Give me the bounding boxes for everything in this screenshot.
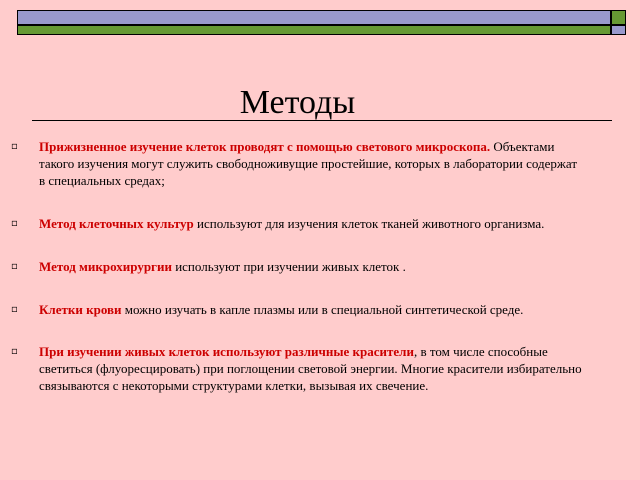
item-highlight: Прижизненное изучение клеток проводят с помощью светового микроскопа. bbox=[39, 139, 491, 154]
item-highlight: Метод микрохирургии bbox=[39, 259, 172, 274]
slide-title bbox=[0, 81, 575, 125]
slide-title-text: Методы bbox=[239, 84, 356, 121]
item-text: можно изучать в капле плазмы или в специальной синтетической среде. bbox=[121, 302, 524, 317]
list-item bbox=[0, 343, 640, 394]
list-item bbox=[0, 258, 640, 275]
item-highlight: При изучении живых клеток используют различные красители bbox=[39, 344, 414, 359]
list-item bbox=[0, 301, 640, 318]
bullet-icon: ▫ bbox=[11, 261, 18, 272]
bullet-list bbox=[0, 138, 640, 394]
item-highlight: Метод клеточных культур bbox=[39, 216, 194, 231]
title-underline bbox=[32, 120, 612, 121]
list-item bbox=[0, 138, 640, 189]
decor-bar-blue bbox=[17, 10, 611, 25]
item-text: , в том числе способные светиться (флуоресцировать) при поглощении световой энергии. Многие красители избирательно связываются с некоторыми структурами клетки, вызывая их свечение. bbox=[39, 344, 582, 393]
bullet-icon: ▫ bbox=[11, 346, 18, 357]
decor-bar-green bbox=[17, 25, 611, 35]
bullet-icon: ▫ bbox=[11, 141, 18, 152]
item-text: используют для изучения клеток тканей животного организма. bbox=[193, 216, 545, 231]
list-item bbox=[0, 215, 640, 232]
bullet-icon: ▫ bbox=[11, 218, 18, 229]
item-text: Объектами такого изучения могут служить свободноживущие простейшие, которых в лаборатории содержат в специальных средах; bbox=[39, 139, 578, 188]
item-highlight: Клетки крови bbox=[39, 302, 122, 317]
decor-square-green bbox=[611, 10, 626, 25]
decor-square-blue bbox=[611, 25, 626, 35]
item-text: используют при изучении живых клеток . bbox=[171, 259, 406, 274]
bullet-icon: ▫ bbox=[11, 304, 18, 315]
